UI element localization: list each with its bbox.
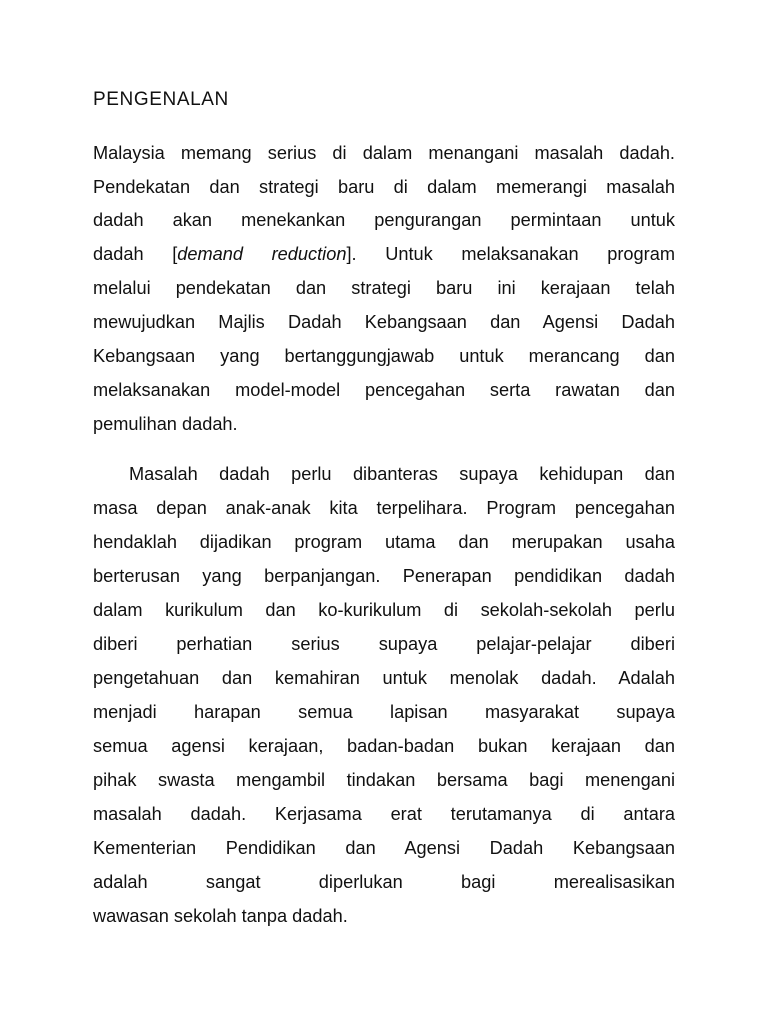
paragraph-2-line-6: diberi perhatian serius supaya pelajar-pelajar diberi xyxy=(93,634,675,654)
paragraph-1-line-4 xyxy=(93,242,675,266)
paragraph-1-line-8: melaksanakan model-model pencegahan serta rawatan dan xyxy=(93,380,675,400)
paragraph-2-line-11: masalah dadah. Kerjasama erat terutamanya di antara xyxy=(93,804,675,824)
paragraph-1-line-9: pemulihan dadah. xyxy=(93,414,238,434)
paragraph-2-line-9: semua agensi kerajaan, badan-badan bukan kerajaan dan xyxy=(93,736,675,756)
paragraph-1-line-2: Pendekatan dan strategi baru di dalam memerangi masalah xyxy=(93,177,675,197)
paragraph-2-line-14: wawasan sekolah tanpa dadah. xyxy=(93,906,348,926)
paragraph-1-line-5: melalui pendekatan dan strategi baru ini kerajaan telah xyxy=(93,278,675,298)
paragraph-2-line-13: adalah sangat diperlukan bagi merealisasikan xyxy=(93,872,675,892)
paragraph-2-line-4: berterusan yang berpanjangan. Penerapan pendidikan dadah xyxy=(93,566,675,586)
paragraph-2-line-10: pihak swasta mengambil tindakan bersama bagi menengani xyxy=(93,770,675,790)
line-4-text-after: ]. Untuk melaksanakan program xyxy=(346,244,675,264)
paragraph-2-line-8: menjadi harapan semua lapisan masyarakat supaya xyxy=(93,702,675,722)
paragraph-2-line-1: Masalah dadah perlu dibanteras supaya kehidupan dan xyxy=(129,464,675,484)
paragraph-2-line-5: dalam kurikulum dan ko-kurikulum di sekolah-sekolah perlu xyxy=(93,600,675,620)
paragraph-1-line-1: Malaysia memang serius di dalam menangani masalah dadah. xyxy=(93,143,675,163)
paragraph-2-line-7: pengetahuan dan kemahiran untuk menolak dadah. Adalah xyxy=(93,668,675,688)
paragraph-1-line-7: Kebangsaan yang bertanggungjawab untuk merancang dan xyxy=(93,346,675,366)
paragraph-1-line-3: dadah akan menekankan pengurangan permintaan untuk xyxy=(93,210,675,230)
paragraph-2-line-2: masa depan anak-anak kita terpelihara. Program pencegahan xyxy=(93,498,675,518)
italic-term: demand reduction xyxy=(177,244,347,264)
paragraph-2-line-3: hendaklah dijadikan program utama dan merupakan usaha xyxy=(93,532,675,552)
document-heading: PENGENALAN xyxy=(93,89,229,110)
line-4-text-before: dadah [ xyxy=(93,244,178,264)
paragraph-2-line-12: Kementerian Pendidikan dan Agensi Dadah Kebangsaan xyxy=(93,838,675,858)
paragraph-1-line-6: mewujudkan Majlis Dadah Kebangsaan dan Agensi Dadah xyxy=(93,312,675,332)
